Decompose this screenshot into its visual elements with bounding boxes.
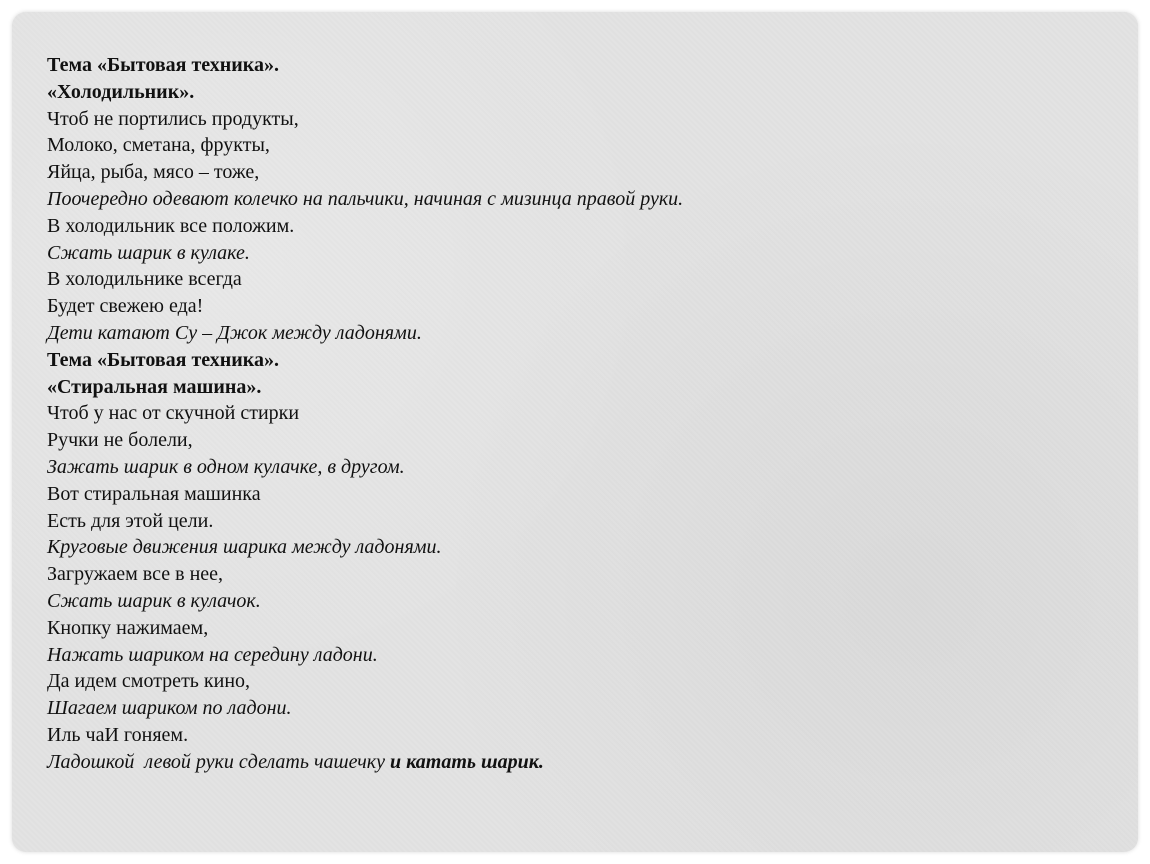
poem-line: Чтоб у нас от скучной стирки xyxy=(47,402,300,425)
instruction-line: Сжать шарик в кулачок. xyxy=(47,589,261,612)
poem-line: Будет свежею еда! xyxy=(47,295,204,318)
poem-line: Чтоб не портились продукты, xyxy=(47,107,299,130)
poem-line: Да идем смотреть кино, xyxy=(47,670,251,693)
instruction-line: Нажать шариком на середину ладони. xyxy=(47,643,378,666)
poem-line: Яйца, рыба, мясо – тоже, xyxy=(47,161,260,184)
poem-line: Кнопку нажимаем, xyxy=(47,616,209,639)
final-line-italic: Ладошкой левой руки сделать чашечку xyxy=(47,750,390,773)
instruction-line: Поочередно одевают колечко на пальчики, начиная с мизинца правой руки. xyxy=(47,187,684,210)
instruction-line: Дети катают Су – Джок между ладонями. xyxy=(47,321,422,344)
instruction-line: Шагаем шариком по ладони. xyxy=(47,697,292,720)
text-block xyxy=(47,52,1127,776)
instruction-line: Зажать шарик в одном кулачке, в другом. xyxy=(47,455,405,478)
heading-line: «Стиральная машина». xyxy=(47,375,262,398)
poem-line: Загружаем все в нее, xyxy=(47,563,224,586)
instruction-line: Круговые движения шарика между ладонями. xyxy=(47,536,442,559)
slide xyxy=(12,12,1138,852)
heading-line: «Холодильник». xyxy=(47,80,195,103)
poem-line: Есть для этой цели. xyxy=(47,509,214,532)
poem-line: Ручки не болели, xyxy=(47,429,193,452)
poem-line: Молоко, сметана, фрукты, xyxy=(47,134,270,157)
poem-line: Вот стиральная машинка xyxy=(47,482,261,505)
text-line-final xyxy=(47,749,1127,776)
final-line-bold-italic: и катать шарик. xyxy=(390,750,544,773)
heading-line: Тема «Бытовая техника». xyxy=(47,348,280,371)
poem-line: В холодильнике всегда xyxy=(47,268,242,291)
poem-line: Иль чаИ гоняем. xyxy=(47,723,189,746)
lines-container xyxy=(47,52,1127,749)
instruction-line: Сжать шарик в кулаке. xyxy=(47,241,250,264)
poem-line: В холодильник все положим. xyxy=(47,214,295,237)
heading-line: Тема «Бытовая техника». xyxy=(47,54,280,76)
